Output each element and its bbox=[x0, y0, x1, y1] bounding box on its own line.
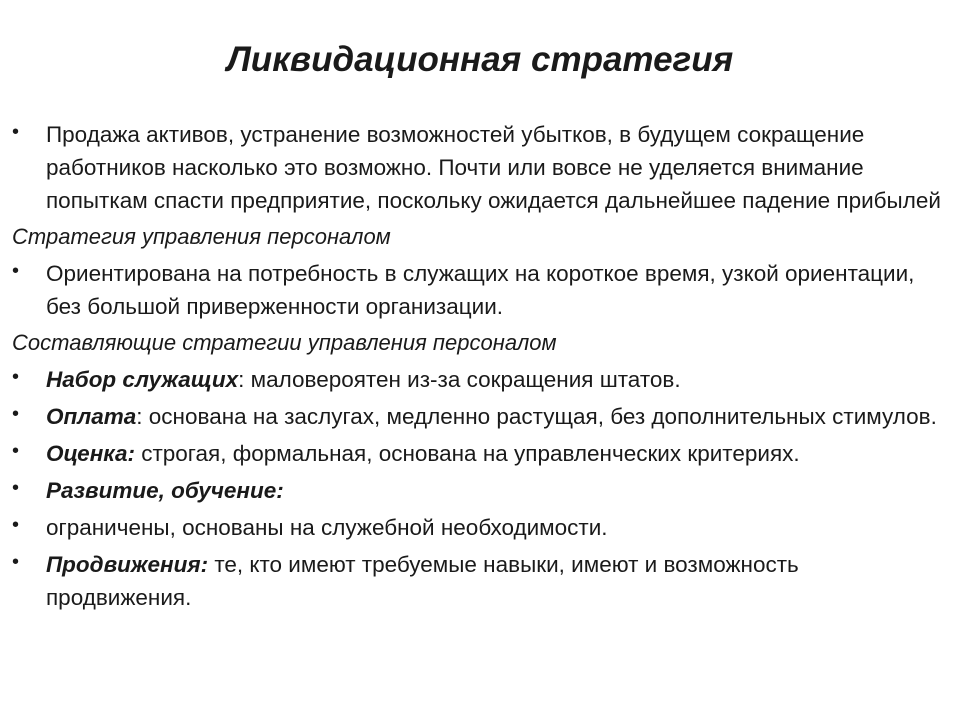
list-item-recruitment bbox=[12, 363, 947, 396]
bullet-icon: • bbox=[12, 366, 20, 388]
item-lead: Развитие, обучение: bbox=[46, 478, 284, 503]
item-lead: Продвижения: bbox=[46, 552, 209, 577]
slide-title: Ликвидационная стратегия bbox=[226, 40, 734, 79]
bullet-icon: • bbox=[12, 514, 20, 536]
section-heading-hr-strategy: Стратегия управления персоналом bbox=[12, 224, 391, 249]
item-text: ограничены, основаны на служебной необходимости. bbox=[46, 515, 608, 540]
item-lead: Набор служащих bbox=[46, 367, 239, 392]
bullet-icon: • bbox=[12, 260, 20, 282]
bullet-icon: • bbox=[12, 121, 20, 143]
item-text: те, кто имеют требуемые навыки, имеют и возможность продвижения. bbox=[46, 552, 799, 610]
item-separator: : bbox=[136, 404, 143, 429]
item-separator: : bbox=[238, 367, 245, 392]
list-item-development bbox=[12, 474, 947, 507]
bullet-icon: • bbox=[12, 551, 20, 573]
item-text: маловероятен из-за сокращения штатов. bbox=[244, 367, 681, 392]
list-item-promotion bbox=[12, 548, 947, 614]
list-item-pay bbox=[12, 400, 947, 433]
hr-strategy-text: Ориентирована на потребность в служащих на короткое время, узкой ориентации, без большой приверженности организации. bbox=[46, 261, 915, 319]
bullet-icon: • bbox=[12, 403, 20, 425]
intro-text: Продажа активов, устранение возможностей убытков, в будущем сокращение работников насколько это возможно. Почти или вовсе не уделяется внимание попыткам спасти предприятие, поскольку ожидается дальнейшее падение прибылей bbox=[46, 122, 941, 213]
item-lead: Оценка: bbox=[46, 441, 135, 466]
bullet-intro bbox=[12, 118, 947, 217]
bullet-icon: • bbox=[12, 440, 20, 462]
section-heading-components: Составляющие стратегии управления персоналом bbox=[12, 330, 557, 355]
bullet-hr-strategy bbox=[12, 257, 947, 323]
item-text: строгая, формальная, основана на управленческих критериях. bbox=[134, 441, 800, 466]
list-item-evaluation bbox=[12, 437, 947, 470]
list-item-limits bbox=[12, 511, 947, 544]
item-lead: Оплата bbox=[46, 404, 137, 429]
item-text: основана на заслугах, медленно растущая, без дополнительных стимулов. bbox=[142, 404, 937, 429]
slide-content bbox=[12, 118, 947, 614]
bullet-icon: • bbox=[12, 477, 20, 499]
